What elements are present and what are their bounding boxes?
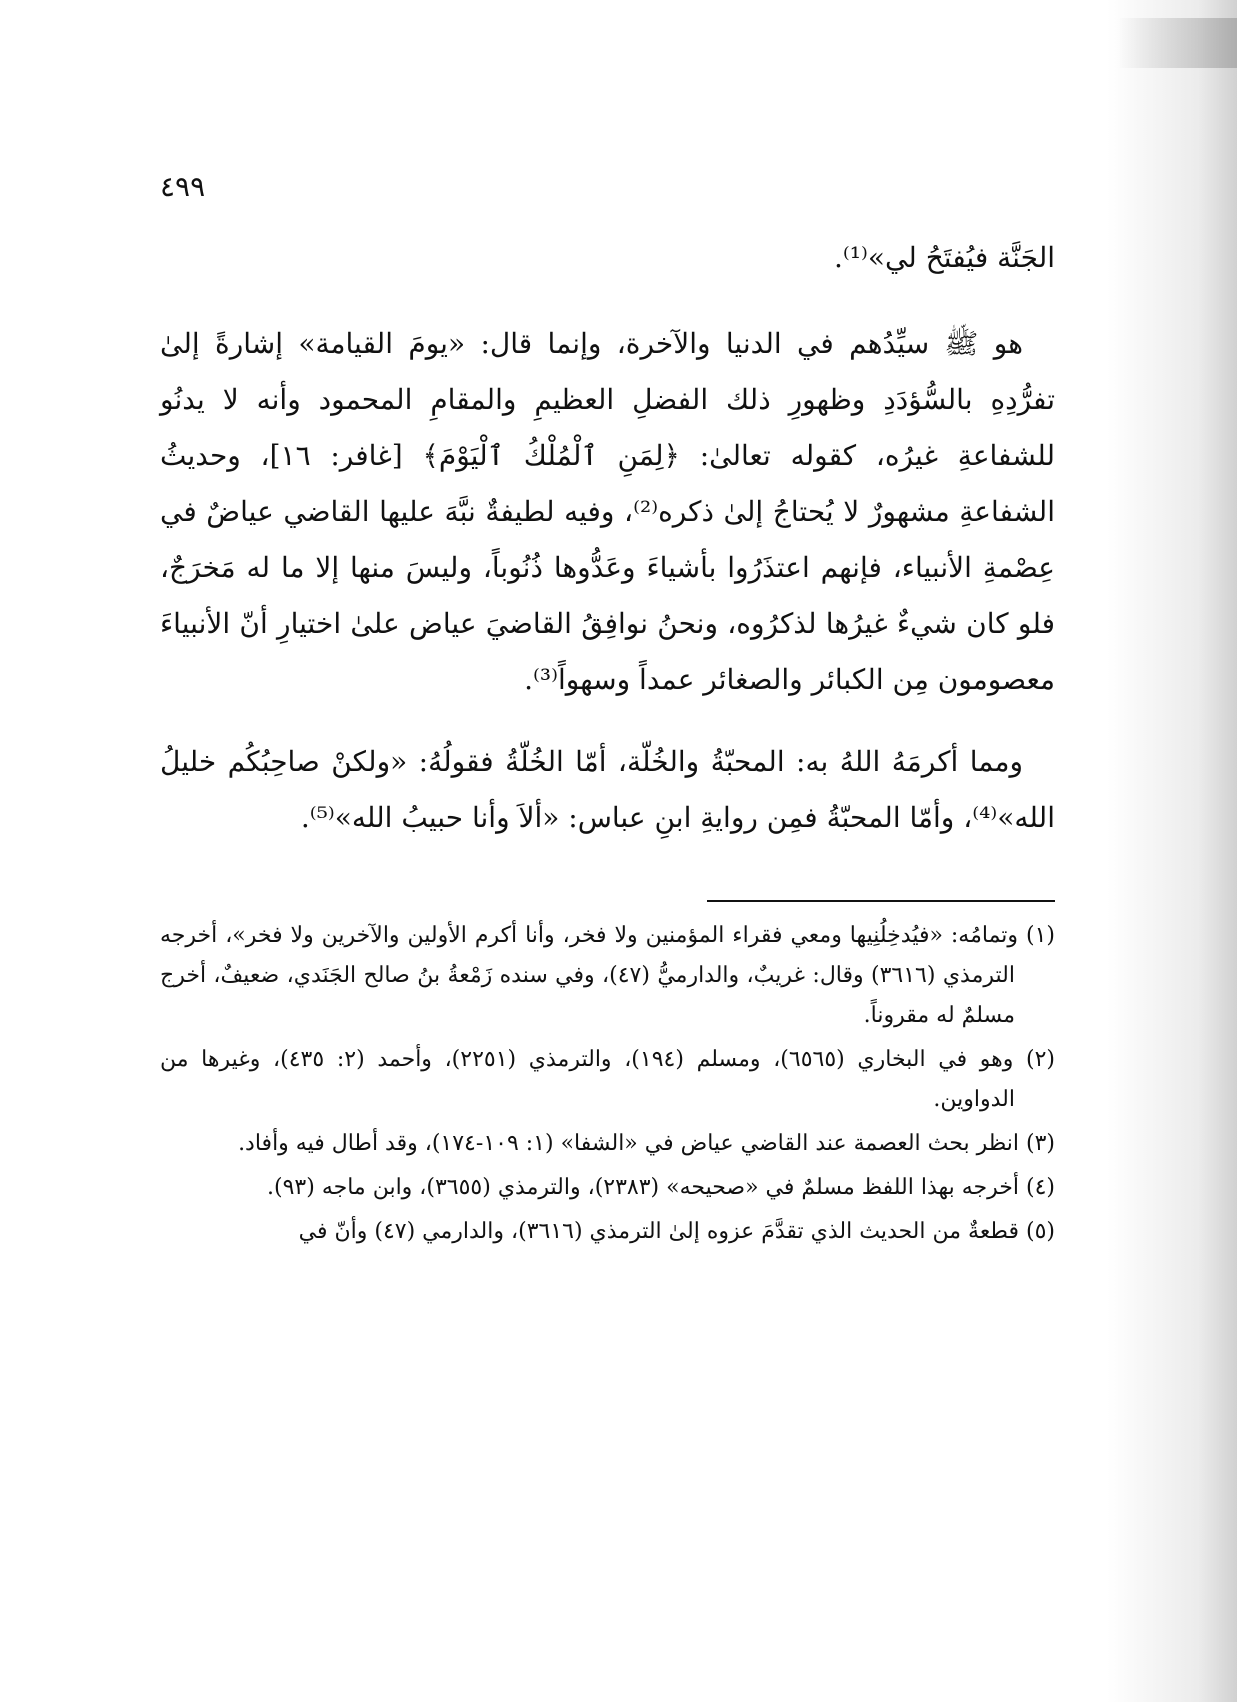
scan-corner-shadow: [1117, 18, 1237, 68]
footnotes: [160, 916, 1055, 1252]
paragraph-love-and-friendship: ومما أكرمَهُ اللهُ به: المحبّةُ والخُلّة، أمّا الخُلّةُ فقولُهُ: «ولكنْ صاحِبُكُم خليلُ الله»⁽⁴⁾، وأمّا المحبّةُ فمِن روايةِ ابنِ عباس: «ألاَ وأنا حبيبُ الله»⁽⁵⁾.: [160, 745, 1055, 834]
paragraph-leadership: هو ﷺ سيِّدُهم في الدنيا والآخرة، وإنما قال: «يومَ القيامة» إشارةً إلىٰ تفرُّدِهِ بالسُّؤدَدِ وظهورِ ذلك الفضلِ العظيمِ والمقامِ المحمود وأنه لا يدنُو للشفاعةِ غيرُه، كقوله تعالىٰ: ﴿لِمَنِ ٱلْمُلْكُ ٱلْيَوْمَ﴾ [غافر: ١٦]، وحديثُ الشفاعةِ مشهورٌ لا يُحتاجُ إلىٰ ذكره⁽²⁾، وفيه لطيفةٌ نبَّهَ عليها القاضي عياضٌ في عِصْمةِ الأنبياء، فإنهم اعتذَرُوا بأشياءَ وعَدُّوها ذُنُوباً، وليسَ منها إلا ما له مَخرَجٌ، فلو كان شيءٌ غيرُها لذكرُوه، ونحنُ نوافِقُ القاضيَ عياض علىٰ اختيارِ أنّ الأنبياءَ معصومون مِن الكبائر والصغائر عمداً وسهواً⁽³⁾.: [160, 327, 1056, 696]
footnote-5: (٥) قطعةٌ من الحديث الذي تقدَّمَ عزوه إلىٰ الترمذي (٣٦١٦)، والدارمي (٤٧) وأنّ في: [298, 1219, 1055, 1244]
paragraph-continuation: الجَنَّة فيُفتَحُ لي»⁽¹⁾.: [833, 241, 1055, 274]
footnote-3: (٣) انظر بحث العصمة عند القاضي عياض في «الشفا» (١: ١٠٩-١٧٤)، وقد أطال فيه وأفاد.: [238, 1131, 1055, 1156]
footnote-4: (٤) أخرجه بهذا اللفظ مسلمٌ في «صحيحه» (٢٣٨٣)، والترمذي (٣٦٥٥)، وابن ماجه (٩٣).: [267, 1175, 1055, 1200]
footnote-separator: [707, 900, 1055, 902]
page-body: [160, 230, 1055, 1256]
scan-edge-shadow: [1107, 0, 1237, 1702]
page-number: ٤٩٩: [160, 170, 206, 203]
footnote-1: (١) وتمامُه: «فيُدخِلُنِيها ومعي فقراء المؤمنين ولا فخر، وأنا أكرم الأولين والآخرين ولا فخر»، أخرجه الترمذي (٣٦١٦) وقال: غريبٌ، والدارميُّ (٤٧)، وفي سنده زَمْعةُ بنُ صالح الجَنَدي، ضعيفٌ، أخرج مسلمٌ له مقروناً.: [160, 923, 1055, 1028]
footnote-2: (٢) وهو في البخاري (٦٥٦٥)، ومسلم (١٩٤)، والترمذي (٢٢٥١)، وأحمد (٢: ٤٣٥)، وغيرها من الدواوين.: [160, 1047, 1056, 1112]
